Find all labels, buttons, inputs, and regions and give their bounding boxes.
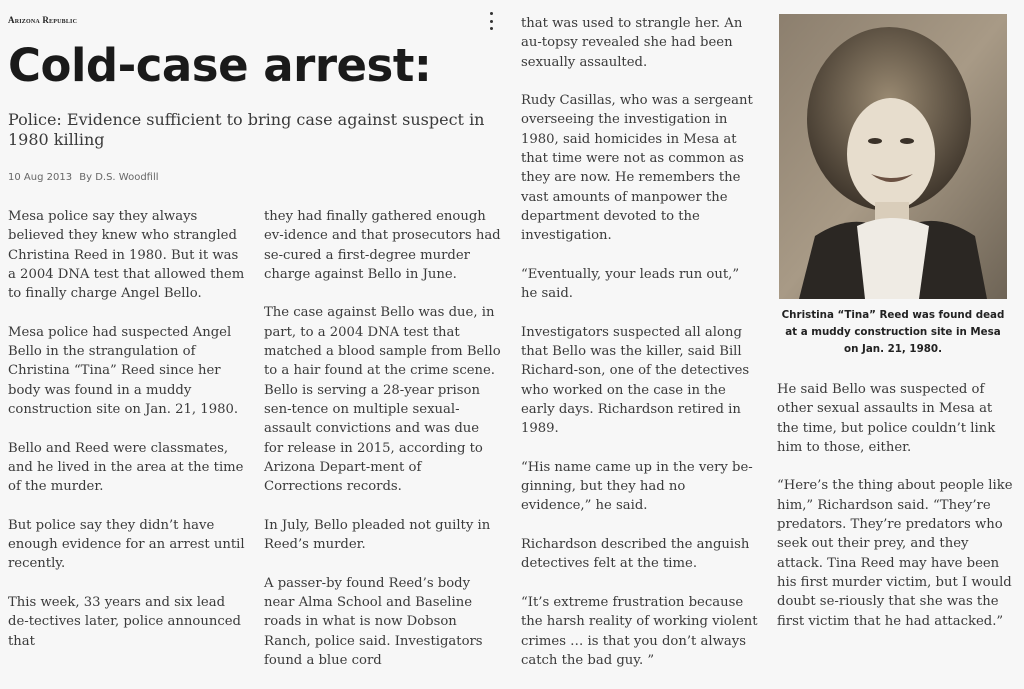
more-options-icon[interactable] <box>484 12 498 30</box>
byline <box>8 172 159 183</box>
paragraph: The case against Bello was due, in part, to a 2004 DNA test that matched a blood sample from Bello to a hair found at the crime scene. Bello is serving a 28-year prison sen-tence on multiple sexual-assault convictions and was due for release in 2015, according to Arizona Depart-ment of Corrections records. <box>264 305 501 495</box>
paragraph: In July, Bello pleaded not guilty in Reed’s murder. <box>264 517 491 553</box>
article-date: 10 Aug 2013 <box>8 172 73 183</box>
masthead-logo[interactable]: Arizona Republic <box>8 15 78 25</box>
paragraph: “It’s extreme frustration because the harsh reality of working violent crimes … is that you don’t always catch the bad guy. ” <box>521 594 758 668</box>
paragraph: He said Bello was suspected of other sexual assaults in Mesa at the time, but police couldn’t link him to those, either. <box>777 382 996 455</box>
article-column-3 <box>521 14 759 689</box>
paragraph: This week, 33 years and six lead de-tectives later, police announced that <box>8 594 241 649</box>
paragraph: Mesa police had suspected Angel Bello in the strangulation of Christina “Tina” Reed since her body was found in a muddy construction site on Jan. 21, 1980. <box>8 324 239 417</box>
article-column-2 <box>264 207 502 689</box>
paragraph: A passer-by found Reed’s body near Alma School and Baseline roads in what is now Dobson Ranch, police said. Investigators found a blue cord <box>264 575 483 668</box>
article-column-1 <box>8 207 246 670</box>
paragraph: Mesa police say they always believed they knew who strangled Christina Reed in 1980. But it was a 2004 DNA test that allowed them to finally charge Angel Bello. <box>8 209 245 302</box>
paragraph: “Eventually, your leads run out,” he said. <box>521 266 740 302</box>
paragraph: But police say they didn’t have enough evidence for an arrest until recently. <box>8 517 245 572</box>
paragraph: Bello and Reed were classmates, and he lived in the area at the time of the murder. <box>8 440 244 495</box>
paragraph: Richardson described the anguish detectives felt at the time. <box>521 537 750 572</box>
article-column-4 <box>777 380 1015 650</box>
paragraph: Rudy Casillas, who was a sergeant overseeing the investigation in 1980, said homicides in Mesa at that time were not as common as they are now. He remembers the vast amounts of manpower the department devoted to the investigation. <box>521 93 753 244</box>
article-headline: Cold-case arrest: <box>8 39 432 92</box>
paragraph: Investigators suspected all along that Bello was the killer, said Bill Richard-son, one of the detectives who worked on the case in the early days. Richardson retired in 1989. <box>521 324 750 437</box>
paragraph: “Here’s the thing about people like him,” Richardson said. “They’re predators. They’re predators who seek out their prey, and they attack. Tina Reed may have been his first murder victim, but I would doubt se-riously that she was the first victim that he had attacked.” <box>777 478 1013 629</box>
photo-caption: Christina “Tina” Reed was found dead at a muddy construction site in Mesa on Jan. 21, 1980. <box>781 309 1005 355</box>
paragraph: that was used to strangle her. An au-topsy revealed she had been sexually assaulted. <box>521 16 743 70</box>
article-author: By D.S. Woodfill <box>79 172 159 183</box>
paragraph: they had finally gathered enough ev-idence and that prosecutors had se-cured a first-degree murder charge against Bello in June. <box>264 209 501 282</box>
paragraph: “His name came up in the very be-ginning, but they had no evidence,” he said. <box>521 459 753 514</box>
article-subhead: Police: Evidence sufficient to bring case against suspect in 1980 killing <box>8 110 485 149</box>
victim-photo[interactable] <box>779 14 1007 299</box>
